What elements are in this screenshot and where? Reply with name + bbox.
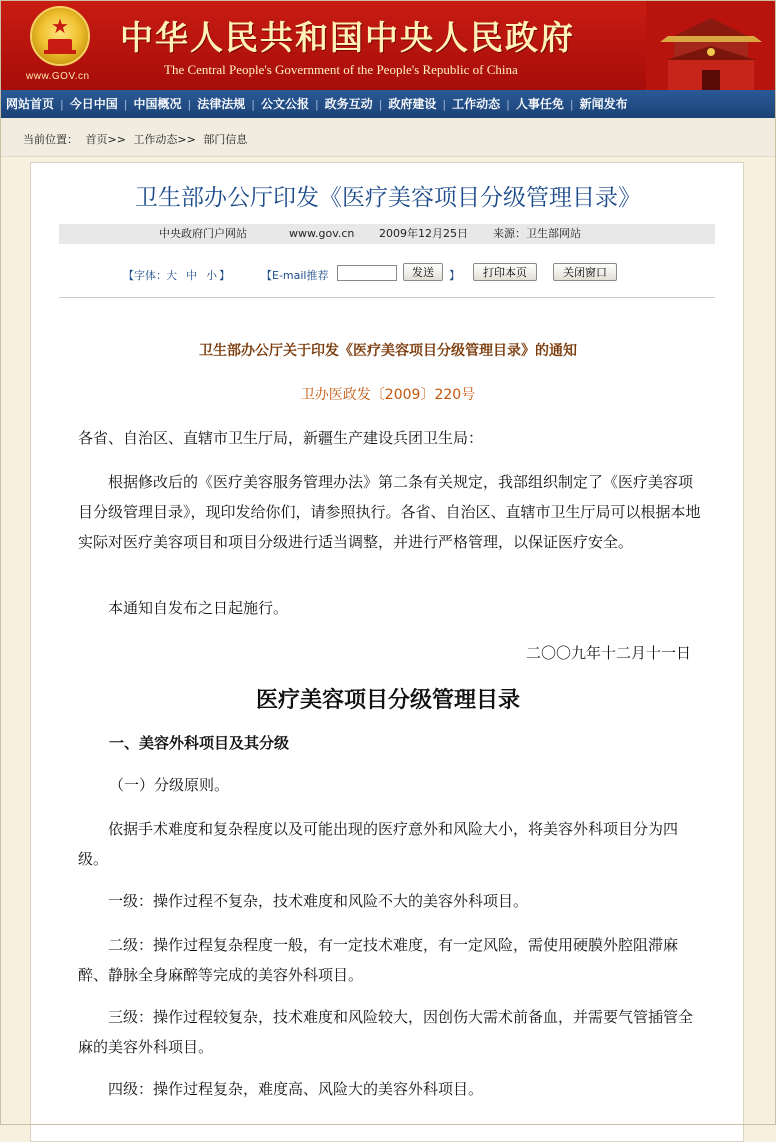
meta-date: 2009年12月25日 <box>379 227 468 240</box>
email-input[interactable] <box>337 265 397 281</box>
font-large-link[interactable]: 大 <box>166 269 177 282</box>
meta-source-site: 中央政府门户网站 <box>159 227 247 240</box>
font-size-close: 】 <box>219 269 230 282</box>
email-close: 】 <box>449 269 460 282</box>
email-recommend-label[interactable]: 【E-mail推荐 <box>261 269 329 282</box>
site-subtitle: The Central People's Government of the People's Republic of China <box>164 62 518 77</box>
divider <box>59 297 715 298</box>
main-nav <box>0 90 776 118</box>
breadcrumb-home[interactable]: 首页>> <box>85 133 126 146</box>
salutation: 各省、自治区、直辖市卫生厅局，新疆生产建设兵团卫生局： <box>78 429 484 447</box>
site-url: www.GOV.cn <box>26 71 90 82</box>
site-title: 中华人民共和国中央人民政府 <box>120 18 575 57</box>
nav-item[interactable]: 工作动态 <box>452 97 501 111</box>
article-meta <box>59 224 715 244</box>
nav-separator: | <box>251 97 255 111</box>
nav-separator: | <box>378 97 383 111</box>
principle-paragraph: 依据手术难度和复杂程度以及可能出现的医疗意外和风险大小，将美容外科项目分为四级。 <box>78 820 679 868</box>
nav-separator: | <box>569 97 574 111</box>
article-tools <box>31 263 745 285</box>
notice-title: 卫生部办公厅关于印发《医疗美容项目分级管理目录》的通知 <box>199 343 577 359</box>
nav-separator: | <box>506 97 510 111</box>
font-small-link[interactable]: 小 <box>206 269 217 282</box>
level-1-paragraph: 一级：操作过程不复杂，技术难度和风险不大的美容外科项目。 <box>108 892 529 910</box>
font-size-label: 【字体： <box>123 269 167 282</box>
subsection-heading: （一）分级原则。 <box>109 776 230 794</box>
national-emblem-icon: ★ <box>30 6 90 66</box>
level-3-paragraph: 三级：操作过程较复杂，技术难度和风险较大，因创伤大需术前备血，并需要气管插管全麻的美容外科项目。 <box>78 1008 694 1056</box>
nav-item[interactable]: 中国概况 <box>133 97 182 111</box>
section-heading: 一、美容外科项目及其分级 <box>109 734 290 752</box>
catalog-title: 医疗美容项目分级管理目录 <box>255 687 520 713</box>
nav-separator: | <box>442 97 447 111</box>
breadcrumb-label: 当前位置： <box>23 133 78 146</box>
nav-separator: | <box>123 97 128 111</box>
nav-item[interactable]: 网站首页 <box>6 97 55 111</box>
print-button[interactable]: 打印本页 <box>473 263 537 281</box>
close-window-button[interactable]: 关闭窗口 <box>553 263 617 281</box>
breadcrumb <box>23 131 251 147</box>
level-2-paragraph: 二级：操作过程复杂程度一般，有一定技术难度，有一定风险，需使用硬膜外腔阻滞麻醉、静脉全身麻醉等完成的美容外科项目。 <box>78 936 679 984</box>
font-medium-link[interactable]: 中 <box>186 269 197 282</box>
issue-date: 二〇〇九年十二月十一日 <box>525 644 691 662</box>
article-panel <box>30 162 744 1142</box>
nav-item[interactable]: 今日中国 <box>69 97 118 111</box>
nav-item[interactable]: 政务互动 <box>324 97 373 111</box>
nav-separator: | <box>187 97 192 111</box>
meta-source: 来源：卫生部网站 <box>493 227 581 240</box>
tiananmen-gate-icon <box>646 0 776 90</box>
level-4-paragraph: 四级：操作过程复杂，难度高、风险大的美容外科项目。 <box>108 1080 484 1098</box>
breadcrumb-dept-info[interactable]: 部门信息 <box>203 133 248 146</box>
nav-item[interactable]: 政府建设 <box>388 97 437 111</box>
effective-note: 本通知自发布之日起施行。 <box>108 599 289 617</box>
breadcrumb-bar <box>0 118 776 157</box>
document-number: 卫办医政发〔2009〕220号 <box>300 387 476 403</box>
article-title: 卫生部办公厅印发《医疗美容项目分级管理目录》 <box>135 185 641 211</box>
send-button[interactable]: 发送 <box>403 263 443 281</box>
nav-item[interactable]: 法律法规 <box>197 97 246 111</box>
meta-site-url: www.gov.cn <box>289 227 355 240</box>
nav-item[interactable]: 公文公报 <box>260 97 309 111</box>
nav-separator: | <box>314 97 319 111</box>
site-banner <box>0 0 776 90</box>
breadcrumb-work-news[interactable]: 工作动态>> <box>133 133 196 146</box>
nav-item[interactable]: 人事任免 <box>515 97 564 111</box>
nav-item[interactable]: 新闻发布 <box>579 97 628 111</box>
nav-separator: | <box>60 97 64 111</box>
notice-body: 根据修改后的《医疗美容服务管理办法》第二条有关规定，我部组织制定了《医疗美容项目分级管理目录》，现印发给你们，请参照执行。各省、自治区、直辖市卫生厅局可以根据本地实际对医疗美容项目和项目分级进行适当调整，并进行严格管理，以保证医疗安全。 <box>78 473 701 551</box>
